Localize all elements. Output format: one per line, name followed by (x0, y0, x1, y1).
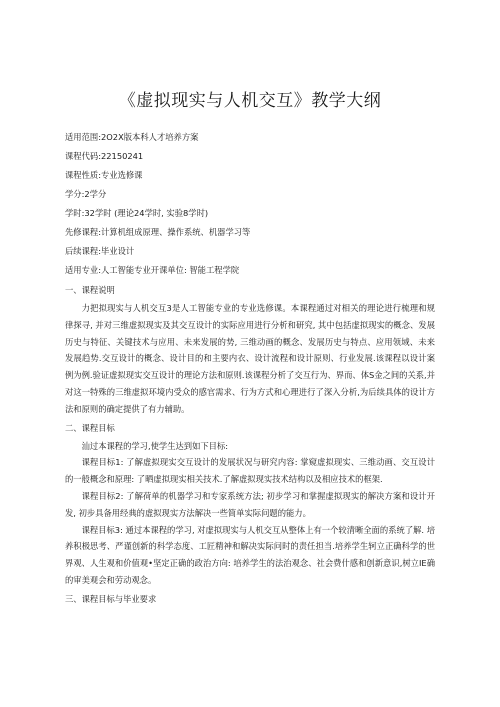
goals-intro: 汕过本课程的学习,使学生达到如下目标: (81, 440, 229, 451)
meta-followup-courses: 后续课程:毕业设计 (65, 246, 135, 256)
section-heading: 三、课程目标与毕业要求 (65, 593, 157, 604)
meta-major: 适用专业:人工智能专业开课单位: 智能工程学院 (65, 265, 240, 275)
course-description: 力把拟现实与人机交互3是人工智能专业的专业选修课。本课程通过对相关的理论进行梳理和规律探寻, 并对三维虚拟现实及其交互设计的实际应用进行分析和研究, 其中包括虚拟现实的概念、发展历史与特征、关键技术与应用、未来发展的势, 三维动画的概念、发展历史与特点、应用领域、未来发展趋势.交互设计的概念、设计目的和主要内衣、设计流程和设计原则、行业发展.该课程以设计案例为例.验证虚拟现实交互设计的理论方法和原则.该课程分析了交互行为、界而、体S金之间的关系,并对这一特殊的三维虚拟环境内受众的感官需求、行为方式和心理进行了深入分析,为后续具体的设计方法和原则的确定提供了有力辅助。 (65, 303, 435, 414)
meta-course-code: 课程代码:22150241 (65, 151, 144, 161)
meta-prerequisites: 先修课程:计算机组成原理、操作系统、机器学习等 (65, 227, 251, 237)
course-meta (65, 128, 250, 280)
meta-value: 32学时 (理论24学时, 实验8学时) (84, 208, 209, 218)
meta-course-nature: 课程性质:专业选修课 (65, 170, 143, 180)
meta-value: 2学分 (84, 189, 107, 199)
course-goal: 课程目标3: 通过本课程的学习, 对虚拟现实与人机交互从整体上有一个较清晰全面的系统了解. 培养积极思考、严谨创新的科学态度、工匠精神和解决实际问时的责任担当.培养学生轲立正确科学的世界观、人生观和价值观•坚定正确的政治方向: 培养学生的法治观念、社会费什感和创新意识,树立IE确的审美观会和劳动观念。 (65, 524, 435, 585)
meta-value: 22150241 (100, 151, 144, 161)
section-heading: 一、课程说明 (65, 285, 115, 295)
document-body (65, 281, 435, 609)
meta-scope: 适用范围:2O2X版本科人才培养方案 (65, 132, 199, 142)
course-goal: 课程目标2: 了解荷单的机器学习和专家系统方法; 初步学习和掌握虚拟现实的解决方案和设计开发, 初步具备用经典的虚拟现实方法解决一些简单实际问题的能力。 (65, 490, 435, 518)
meta-hours: 学时:32学时 (理论24学时, 实验8学时) (65, 208, 209, 218)
meta-value: 毕业设计 (100, 246, 135, 256)
course-goal: 课程目标1: 了解虚拟现实交互设计的发展状况与研究内容: 掌窥虚拟现实、三维动画、交互设计的一般概念和原理: 了晒虚拟现实相关技术.了解虚拟现实技术结构以及相应技术的框架. (65, 457, 435, 485)
meta-credits: 学分:2学分 (65, 189, 107, 199)
meta-value: 2O2X版本科人才培养方案 (100, 132, 199, 142)
meta-value: 计算机组成原理、操作系统、机器学习等 (100, 227, 251, 237)
document-title: 《虚拟现实与人机交互》教学大纲 (118, 91, 382, 111)
meta-value: 人工智能专业开课单位: 智能工程学院 (100, 265, 240, 275)
section-heading: 二、课程目标 (65, 422, 115, 433)
meta-value: 专业选修课 (100, 170, 143, 180)
